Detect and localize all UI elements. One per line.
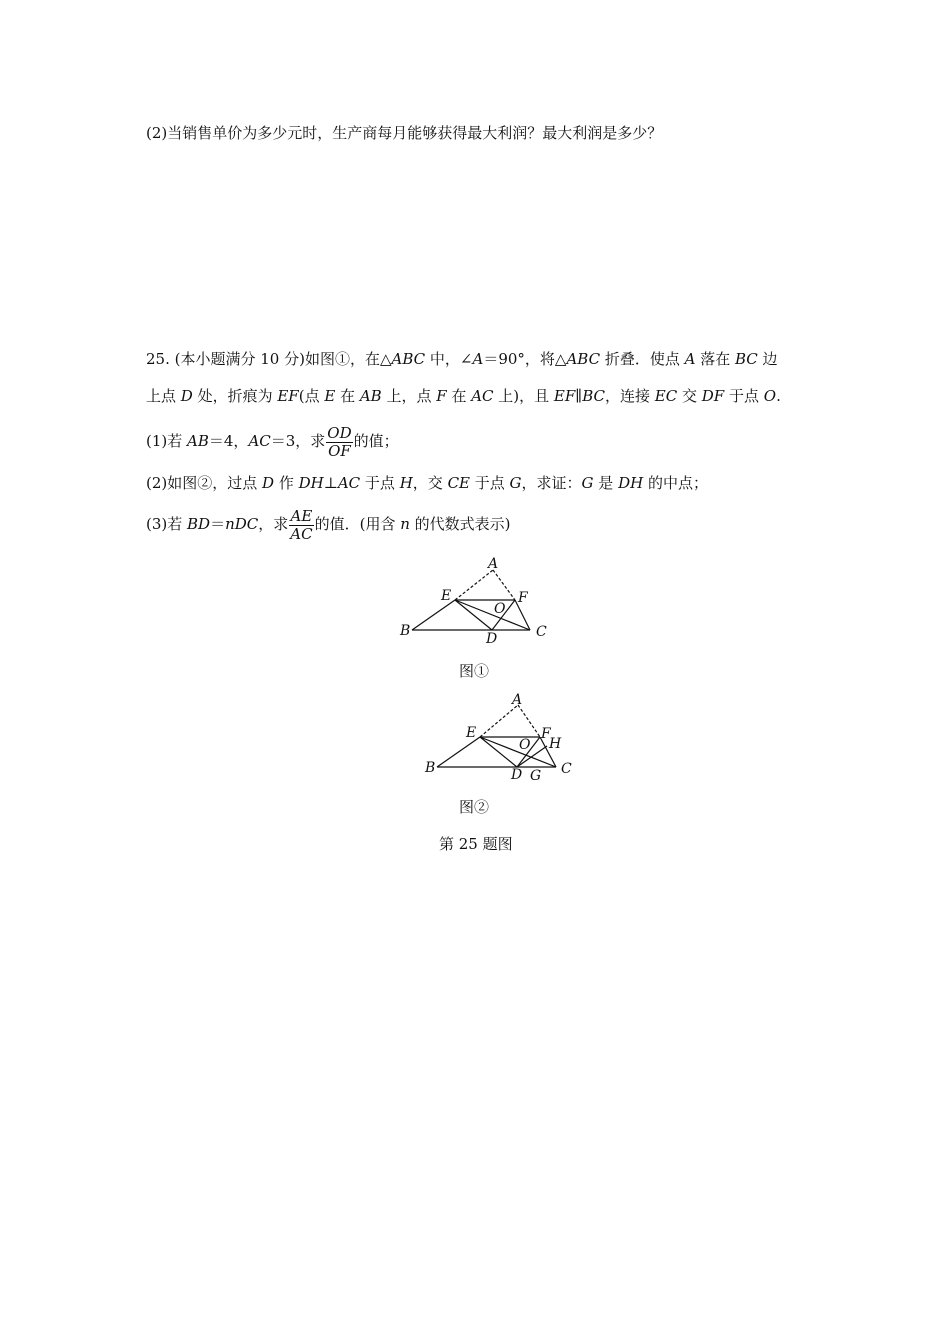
p3-d: nDC xyxy=(225,515,259,533)
fig2-dashed-EA xyxy=(480,705,518,737)
fig2-dashed-AF xyxy=(518,705,540,737)
q25-l2-m: 上)，且 xyxy=(493,387,554,405)
q25-part2 xyxy=(146,473,708,493)
figure-title: 第 25 题图 xyxy=(439,835,513,853)
q25-l2-u: . xyxy=(776,387,781,405)
p2-o: 是 xyxy=(593,474,619,492)
p2-f: AC xyxy=(337,474,361,492)
fig1-segment-BE xyxy=(412,600,455,630)
fig1-label-D: D xyxy=(486,631,498,646)
fig1-segment-ED xyxy=(455,600,492,630)
p2-g: 于点 xyxy=(360,474,400,492)
fig2-segment-ED xyxy=(480,737,517,767)
p2-i: ，交 xyxy=(412,474,448,492)
q25-l2-e: (点 xyxy=(298,387,325,405)
q25-l1-e: ＝90°，将△ xyxy=(483,350,567,368)
fig2-label-E: E xyxy=(466,725,477,741)
p3-fraction-denominator: AC xyxy=(290,524,313,543)
p2-j: CE xyxy=(447,474,470,492)
q24-part2-text: (2)当销售单价为多少元时，生产商每月能够获得最大利润？最大利润是多少？ xyxy=(146,124,663,142)
q25-l2-p: EC xyxy=(654,387,678,405)
p1-a: (1)若 xyxy=(146,432,188,450)
q25-l1-f: ABC xyxy=(566,350,601,368)
figure2-caption: 图② xyxy=(459,798,490,816)
p3-f: 的值．(用含 xyxy=(314,515,401,533)
q25-l2-s: 于点 xyxy=(724,387,764,405)
p1-d: AC xyxy=(248,432,271,450)
p3-fraction xyxy=(289,508,313,543)
figure1-diagram xyxy=(395,552,555,646)
q25-l1-h: A xyxy=(684,350,696,368)
fig1-label-A: A xyxy=(488,556,499,572)
q25-l2-l: AC xyxy=(471,387,494,405)
p3-h: 的代数式表示) xyxy=(409,515,511,533)
figure1-caption: 图① xyxy=(459,662,490,680)
p1-c: ＝4， xyxy=(208,432,249,450)
q25-l2-f: E xyxy=(324,387,336,405)
p2-m: ，求证： xyxy=(521,474,582,492)
q25-l1-b: ABC xyxy=(391,350,426,368)
fig2-label-B: B xyxy=(425,760,436,776)
q25-l2-j: F xyxy=(436,387,447,405)
p2-p: DH xyxy=(618,474,644,492)
q25-l2-c: 处，折痕为 xyxy=(192,387,278,405)
p1-e: ＝3，求 xyxy=(270,432,326,450)
q25-line2 xyxy=(146,386,781,406)
fig1-label-O: O xyxy=(494,601,506,617)
q25-l1-a: 25. (本小题满分 10 分)如图①，在△ xyxy=(146,350,392,368)
q25-l2-k: 在 xyxy=(446,387,472,405)
p2-l: G xyxy=(509,474,522,492)
fig2-label-G: G xyxy=(530,768,542,784)
q25-l2-b: D xyxy=(180,387,193,405)
q25-l2-r: DF xyxy=(701,387,725,405)
q25-l2-n: EF∥BC xyxy=(553,387,605,405)
fig2-label-A: A xyxy=(512,692,523,708)
q25-l1-c: 中，∠ xyxy=(425,350,473,368)
p3-g: n xyxy=(400,515,410,533)
p3-e: ，求 xyxy=(258,515,289,533)
p1-fraction xyxy=(326,425,352,460)
fig2-label-D: D xyxy=(511,767,523,783)
q25-l2-q: 交 xyxy=(677,387,702,405)
p2-e: ⊥ xyxy=(323,474,338,492)
p1-f: 的值； xyxy=(353,432,399,450)
fig1-label-B: B xyxy=(400,623,411,639)
fig2-label-H: H xyxy=(549,736,562,752)
q25-l1-g: 折叠．使点 xyxy=(600,350,685,368)
q25-l1-k: 边 xyxy=(757,350,778,368)
p1-fraction-denominator: OF xyxy=(328,441,351,460)
p2-d: DH xyxy=(298,474,324,492)
fig1-dashed-AF xyxy=(493,570,515,600)
fig2-label-O: O xyxy=(519,737,531,753)
p2-n: G xyxy=(581,474,594,492)
q25-l2-d: EF xyxy=(277,387,299,405)
p3-c: ＝ xyxy=(210,515,226,533)
q25-part1 xyxy=(146,423,399,460)
p3-a: (3)若 xyxy=(146,515,188,533)
p3-fraction-numerator: AE xyxy=(290,506,313,525)
q25-l2-i: 上，点 xyxy=(381,387,437,405)
p2-c: 作 xyxy=(274,474,299,492)
fig1-label-E: E xyxy=(441,588,452,604)
p1-b: AB xyxy=(187,432,209,450)
fig1-dashed-EA xyxy=(455,570,493,600)
fig2-label-F: F xyxy=(541,726,551,742)
q25-l2-a: 上点 xyxy=(146,387,181,405)
p2-q: 的中点； xyxy=(643,474,708,492)
p2-a: (2)如图②，过点 xyxy=(146,474,263,492)
p2-k: 于点 xyxy=(470,474,510,492)
q25-line1 xyxy=(146,349,778,369)
q25-l1-i: 落在 xyxy=(695,350,735,368)
q25-l2-t: O xyxy=(763,387,777,405)
q25-l2-h: AB xyxy=(359,387,382,405)
q25-l2-o: ，连接 xyxy=(605,387,655,405)
fig2-segment-BE xyxy=(437,737,480,767)
p1-fraction-numerator: OD xyxy=(327,423,352,442)
p2-h: H xyxy=(399,474,413,492)
q25-l1-d: A xyxy=(472,350,484,368)
fig2-label-C: C xyxy=(561,761,572,777)
q25-l2-g: 在 xyxy=(335,387,360,405)
p2-b: D xyxy=(262,474,275,492)
fig1-label-C: C xyxy=(536,624,547,640)
p3-b: BD xyxy=(187,515,211,533)
fig1-label-F: F xyxy=(518,590,528,606)
q25-l1-j: BC xyxy=(735,350,758,368)
q25-part3 xyxy=(146,506,511,543)
figure2-diagram xyxy=(420,688,580,784)
